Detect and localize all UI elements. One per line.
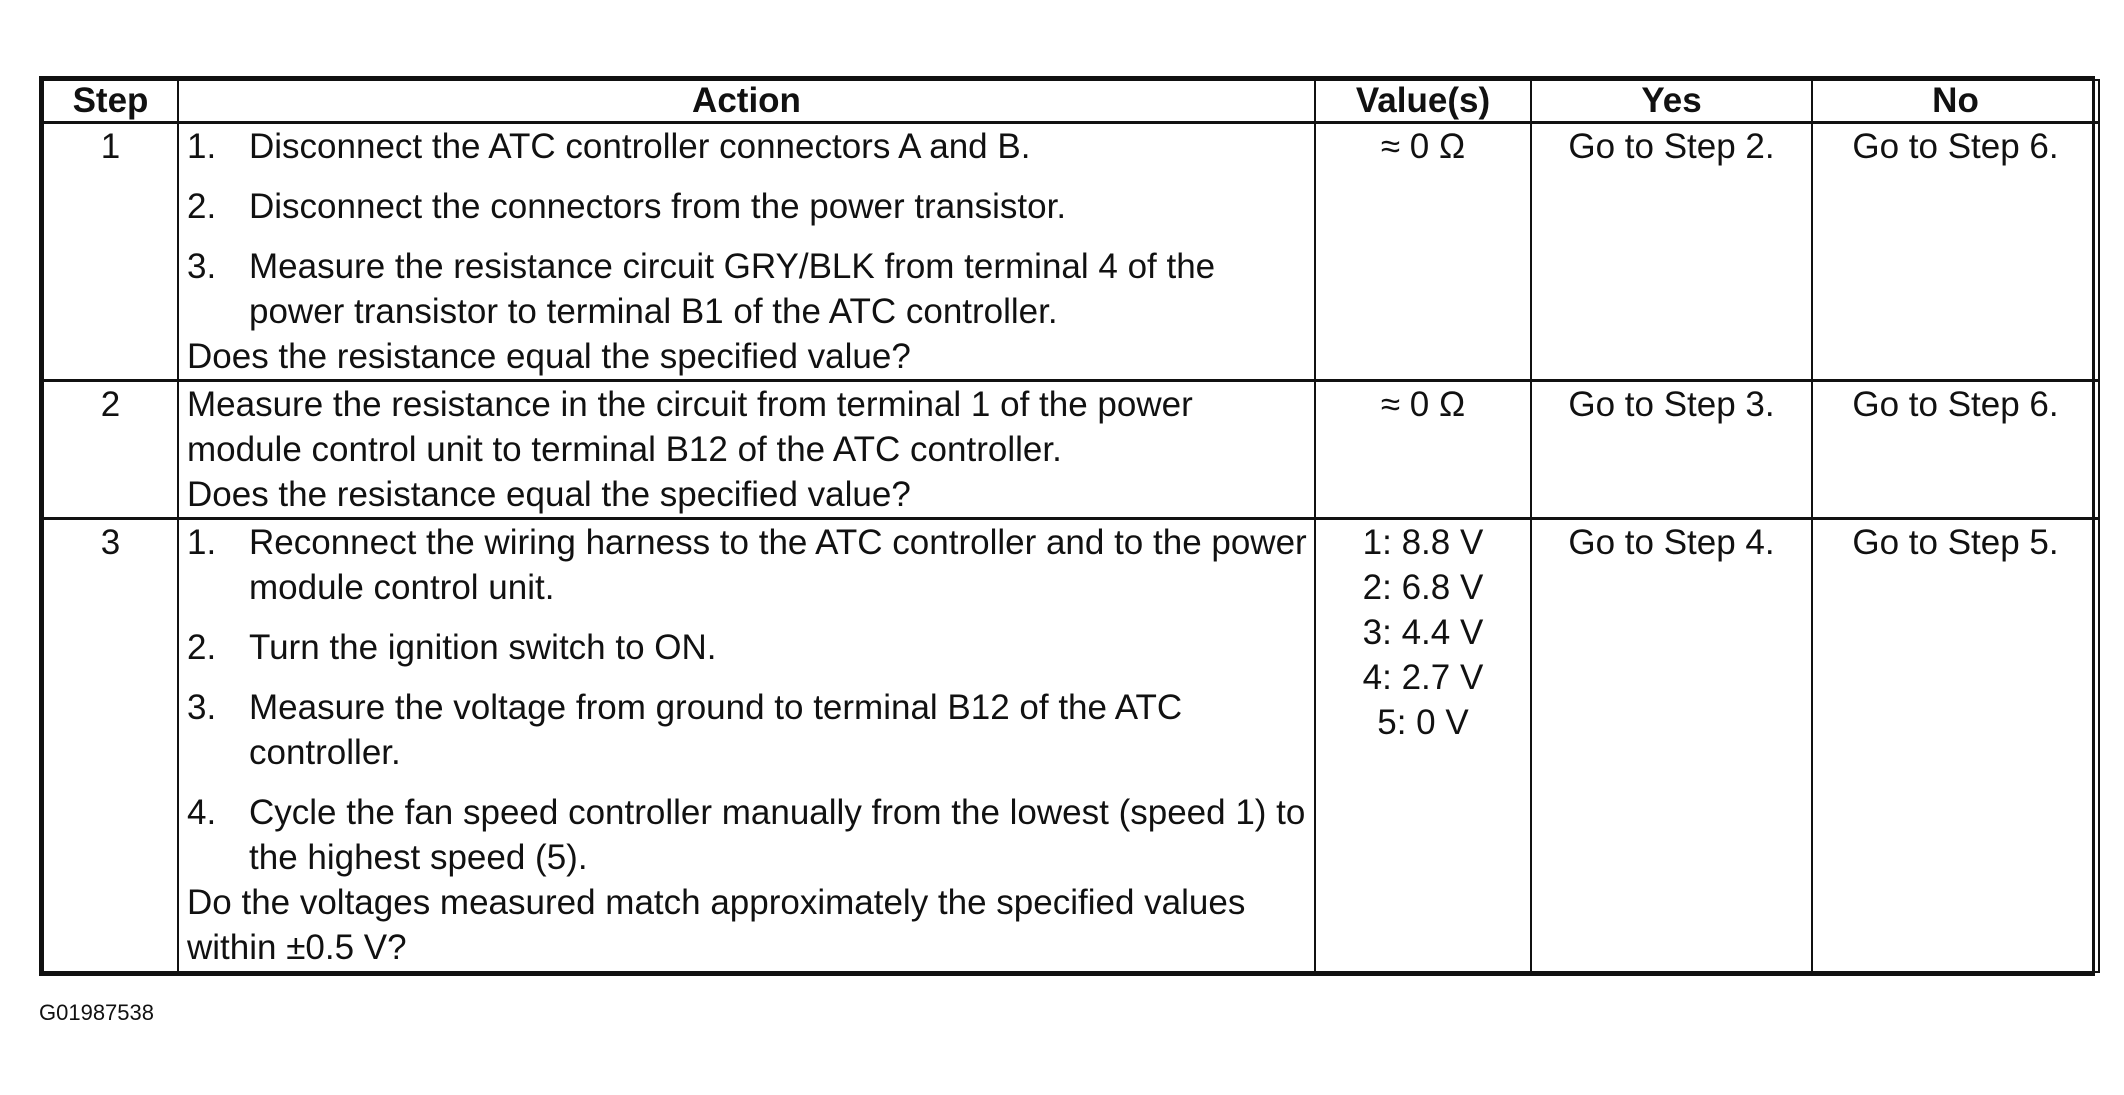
- diagnostic-table: [42, 79, 2100, 973]
- instruction-text: Cycle the fan speed controller manually from the lowest (speed 1) to the highest speed (5).: [249, 793, 1306, 877]
- step-number: 3: [43, 519, 178, 973]
- instruction-item: [187, 184, 1308, 229]
- yes-cell: Go to Step 3.: [1531, 381, 1812, 519]
- spec-value: 1: 8.8 V: [1362, 523, 1484, 562]
- instruction-text: Measure the voltage from ground to terminal B12 of the ATC controller.: [249, 688, 1183, 772]
- instruction-text: Disconnect the ATC controller connectors A and B.: [249, 127, 1031, 166]
- value-cell: [1315, 123, 1531, 381]
- header-values: Value(s): [1315, 80, 1531, 123]
- instruction-item: [187, 790, 1308, 880]
- instruction-item: [187, 520, 1308, 610]
- step-question: Does the resistance equal the specified value?: [187, 475, 911, 514]
- action-cell: [178, 123, 1315, 381]
- instruction-text: Disconnect the connectors from the power transistor.: [249, 187, 1067, 226]
- action-cell: [178, 381, 1315, 519]
- spec-value: 5: 0 V: [1377, 703, 1469, 742]
- instruction-item: [187, 244, 1308, 334]
- diagnostic-table-frame: [39, 76, 2095, 976]
- table-row: [43, 519, 2099, 973]
- no-cell: Go to Step 6.: [1812, 381, 2099, 519]
- no-cell: Go to Step 6.: [1812, 123, 2099, 381]
- spec-value: 4: 2.7 V: [1362, 658, 1484, 697]
- instruction-text: Turn the ignition switch to ON.: [249, 628, 717, 667]
- yes-cell: Go to Step 2.: [1531, 123, 1812, 381]
- instruction-item: [187, 625, 1308, 670]
- instruction-text: Measure the resistance circuit GRY/BLK from terminal 4 of the power transistor to terminal B1 of the ATC controller.: [249, 247, 1216, 331]
- step-number: 2: [43, 381, 178, 519]
- instruction-text: Measure the resistance in the circuit from terminal 1 of the power module control unit to terminal B12 of the ATC controller.: [187, 385, 1193, 469]
- header-step: Step: [43, 80, 178, 123]
- instruction-number: 4.: [187, 793, 217, 832]
- instruction-number: 2.: [187, 187, 217, 226]
- step-number: 1: [43, 123, 178, 381]
- header-yes: Yes: [1531, 80, 1812, 123]
- header-action: Action: [178, 80, 1315, 123]
- spec-value: ≈ 0 Ω: [1380, 127, 1466, 166]
- table-header-row: [43, 80, 2099, 123]
- value-cell: [1315, 381, 1531, 519]
- instruction-text: Reconnect the wiring harness to the ATC controller and to the power module control unit.: [249, 523, 1307, 607]
- header-no: No: [1812, 80, 2099, 123]
- instruction-number: 3.: [187, 688, 217, 727]
- instruction-item: [187, 124, 1308, 169]
- spec-value: 2: 6.8 V: [1362, 568, 1484, 607]
- yes-cell: Go to Step 4.: [1531, 519, 1812, 973]
- table-row: [43, 123, 2099, 381]
- instruction-number: 3.: [187, 247, 217, 286]
- instruction-number: 2.: [187, 628, 217, 667]
- figure-id: G01987538: [39, 1000, 154, 1025]
- action-cell: [178, 519, 1315, 973]
- step-question: Do the voltages measured match approximately the specified values within ±0.5 V?: [187, 883, 1246, 967]
- step-question: Does the resistance equal the specified value?: [187, 337, 911, 376]
- spec-value: 3: 4.4 V: [1362, 613, 1484, 652]
- no-cell: Go to Step 5.: [1812, 519, 2099, 973]
- spec-value: ≈ 0 Ω: [1380, 385, 1466, 424]
- instruction-number: 1.: [187, 523, 217, 562]
- value-cell: [1315, 519, 1531, 973]
- instruction-number: 1.: [187, 127, 217, 166]
- instruction-item: [187, 685, 1308, 775]
- table-row: [43, 381, 2099, 519]
